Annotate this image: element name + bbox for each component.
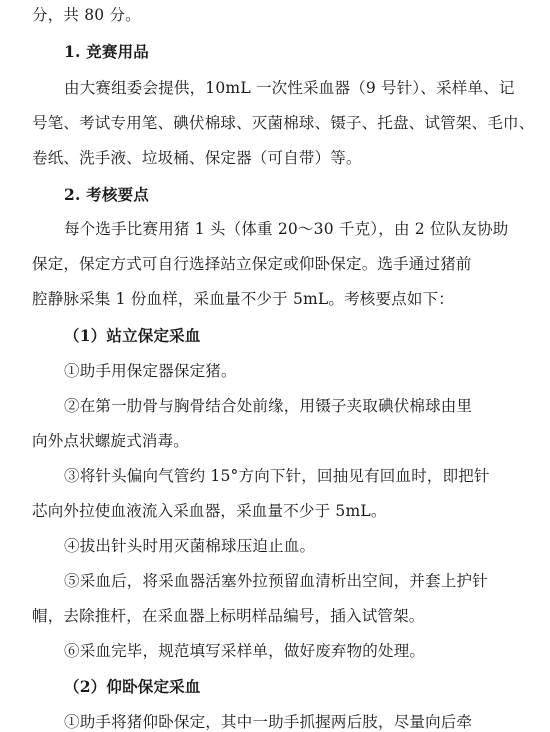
section-heading: 2. 考核要点 (64, 185, 149, 204)
text-line: 帽，去除推杆，在采血器上标明样品编号，插入试管架。 (32, 607, 425, 625)
subsection-heading: （2）仰卧保定采血 (64, 677, 201, 696)
text-line: 保定，保定方式可自行选择站立保定或仰卧保定。选手通过猪前 (32, 255, 472, 273)
text-line: ①助手将猪仰卧保定，其中一助手抓握两后肢，尽量向后牵 (64, 713, 473, 731)
text-line: 卷纸、洗手液、垃圾桶、保定器（可自带）等。 (32, 149, 362, 167)
text-line: ⑤采血后，将采血器活塞外拉预留血清析出空间，并套上护针 (64, 572, 488, 590)
text-line: ③将针头偏向气管约 15°方向下针，回抽见有回血时，即把针 (64, 467, 490, 485)
text-line: 分，共 80 分。 (32, 6, 141, 24)
text-line: 芯向外拉使血液流入采血器，采血量不少于 5mL。 (32, 502, 387, 520)
text-line: ①助手用保定器保定猪。 (64, 362, 237, 380)
text-line: ④拔出针头时用灭菌棉球压迫止血。 (64, 537, 316, 555)
text-line: ⑥采血完毕，规范填写采样单，做好废弃物的处理。 (64, 642, 426, 660)
text-line: 由大赛组委会提供，10mL 一次性采血器（9 号针）、采样单、记 (64, 79, 515, 97)
subsection-heading: （1）站立保定采血 (64, 326, 201, 345)
text-line: 腔静脉采集 1 份血样，采血量不少于 5mL。考核要点如下： (32, 290, 454, 308)
text-line: 号笔、考试专用笔、碘伏棉球、灭菌棉球、镊子、托盘、试管架、毛巾、 (32, 114, 535, 132)
text-line: 向外点状螺旋式消毒。 (32, 432, 190, 450)
section-heading: 1. 竞赛用品 (64, 42, 149, 61)
text-line: 每个选手比赛用猪 1 头（体重 20～30 千克），由 2 位队友协助 (64, 220, 509, 238)
text-line: ②在第一肋骨与胸骨结合处前缘，用镊子夹取碘伏棉球由里 (64, 397, 473, 415)
